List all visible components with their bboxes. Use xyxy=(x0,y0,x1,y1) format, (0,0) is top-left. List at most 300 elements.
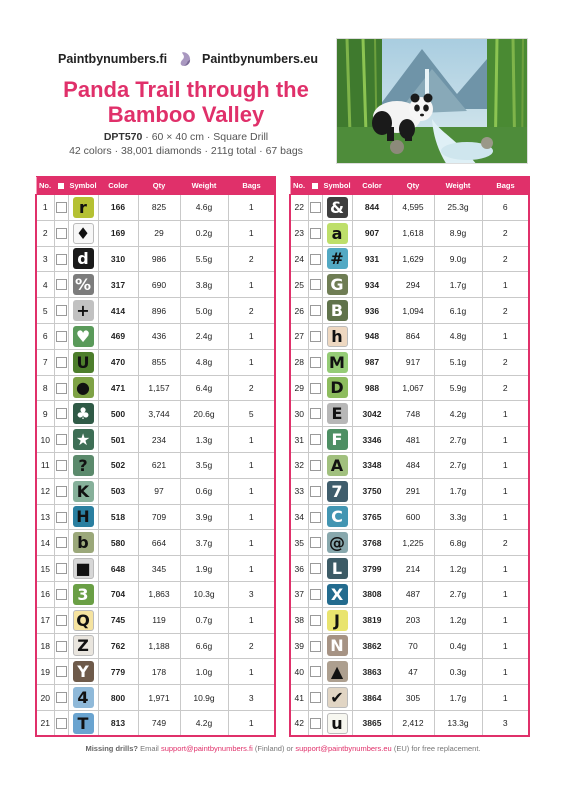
row-number: 6 xyxy=(36,323,54,349)
row-checkbox[interactable] xyxy=(56,486,67,497)
support-email-eu-link[interactable]: support@paintbynumbers.eu xyxy=(295,744,392,753)
row-check-cell[interactable] xyxy=(308,401,322,427)
symbol-swatch-icon: a xyxy=(327,223,348,244)
symbol-cell xyxy=(322,556,352,582)
weight-value: 8.9g xyxy=(434,220,482,246)
row-checkbox[interactable] xyxy=(56,718,67,729)
row-number: 26 xyxy=(290,298,308,324)
bags-value: 1 xyxy=(482,272,529,298)
bags-value: 2 xyxy=(482,298,529,324)
color-legend-table-right xyxy=(289,176,530,737)
table-row xyxy=(36,452,275,478)
table-row xyxy=(290,272,529,298)
table-row xyxy=(36,633,275,659)
table-row xyxy=(36,246,275,272)
bags-value: 1 xyxy=(482,633,529,659)
color-code: 813 xyxy=(98,710,138,736)
row-check-cell[interactable] xyxy=(54,349,68,375)
symbol-swatch-icon: 4 xyxy=(73,687,94,708)
weight-value: 10.3g xyxy=(180,581,228,607)
row-check-cell[interactable] xyxy=(54,220,68,246)
table-row xyxy=(290,710,529,736)
row-check-cell[interactable] xyxy=(54,607,68,633)
bags-value: 1 xyxy=(228,710,275,736)
row-check-cell[interactable] xyxy=(308,323,322,349)
weight-value: 4.8g xyxy=(180,349,228,375)
symbol-swatch-icon: ✔ xyxy=(327,687,348,708)
qty-value: 294 xyxy=(392,272,434,298)
title-line-1: Panda Trail through the xyxy=(63,77,309,102)
weight-value: 1.2g xyxy=(434,607,482,633)
table-row xyxy=(36,504,275,530)
color-code: 3348 xyxy=(352,452,392,478)
symbol-swatch-icon: U xyxy=(73,352,94,373)
qty-value: 1,188 xyxy=(138,633,180,659)
row-checkbox[interactable] xyxy=(56,641,67,652)
symbol-cell xyxy=(68,349,98,375)
row-checkbox[interactable] xyxy=(56,537,67,548)
bags-value: 1 xyxy=(482,478,529,504)
row-number: 17 xyxy=(36,607,54,633)
color-code: 934 xyxy=(352,272,392,298)
bags-value: 2 xyxy=(482,530,529,556)
row-checkbox[interactable] xyxy=(310,434,321,445)
footer-text-1: Email xyxy=(140,744,159,753)
symbol-cell xyxy=(322,685,352,711)
table-row xyxy=(290,246,529,272)
color-code: 988 xyxy=(352,375,392,401)
row-number: 3 xyxy=(36,246,54,272)
row-checkbox[interactable] xyxy=(56,228,67,239)
row-checkbox[interactable] xyxy=(56,589,67,600)
qty-value: 621 xyxy=(138,452,180,478)
row-check-cell[interactable] xyxy=(54,401,68,427)
support-email-fi-link[interactable]: support@paintbynumbers.fi xyxy=(160,744,253,753)
header-bags: Bags xyxy=(228,177,275,195)
row-check-cell[interactable] xyxy=(54,556,68,582)
row-number: 11 xyxy=(36,452,54,478)
qty-value: 600 xyxy=(392,504,434,530)
row-checkbox[interactable] xyxy=(310,383,321,394)
row-check-cell[interactable] xyxy=(54,272,68,298)
weight-value: 0.7g xyxy=(180,607,228,633)
symbol-cell xyxy=(322,246,352,272)
symbol-cell xyxy=(322,633,352,659)
row-checkbox[interactable] xyxy=(56,279,67,290)
symbol-cell xyxy=(322,607,352,633)
row-check-cell[interactable] xyxy=(308,195,322,221)
qty-value: 487 xyxy=(392,581,434,607)
row-checkbox[interactable] xyxy=(56,434,67,445)
row-checkbox[interactable] xyxy=(310,563,321,574)
row-checkbox[interactable] xyxy=(56,254,67,265)
bags-value: 2 xyxy=(482,349,529,375)
row-checkbox[interactable] xyxy=(310,641,321,652)
row-number: 27 xyxy=(290,323,308,349)
weight-value: 4.2g xyxy=(434,401,482,427)
row-checkbox[interactable] xyxy=(310,305,321,316)
symbol-cell xyxy=(322,220,352,246)
table-row xyxy=(290,195,529,221)
row-check-cell[interactable] xyxy=(54,478,68,504)
symbol-swatch-icon: D xyxy=(327,377,348,398)
color-code: 800 xyxy=(98,685,138,711)
row-check-cell[interactable] xyxy=(54,427,68,453)
row-check-cell[interactable] xyxy=(308,478,322,504)
color-code: 503 xyxy=(98,478,138,504)
brand-name-eu: Paintbynumbers.eu xyxy=(202,52,318,66)
symbol-cell xyxy=(322,272,352,298)
symbol-swatch-icon: H xyxy=(73,506,94,527)
symbol-cell xyxy=(68,375,98,401)
qty-value: 917 xyxy=(392,349,434,375)
bags-value: 1 xyxy=(482,581,529,607)
table-row xyxy=(290,685,529,711)
bags-value: 1 xyxy=(228,427,275,453)
row-checkbox[interactable] xyxy=(310,254,321,265)
row-check-cell[interactable] xyxy=(54,530,68,556)
color-code: 3819 xyxy=(352,607,392,633)
qty-value: 1,971 xyxy=(138,685,180,711)
color-code: 518 xyxy=(98,504,138,530)
symbol-swatch-icon: J xyxy=(327,610,348,631)
table-row xyxy=(36,401,275,427)
weight-value: 1.0g xyxy=(180,659,228,685)
symbol-swatch-icon: d xyxy=(73,248,94,269)
table-row xyxy=(290,633,529,659)
header-weight: Weight xyxy=(180,177,228,195)
row-check-cell[interactable] xyxy=(54,375,68,401)
table-row xyxy=(36,195,275,221)
table-row xyxy=(36,659,275,685)
row-checkbox[interactable] xyxy=(310,692,321,703)
symbol-swatch-icon: E xyxy=(327,403,348,424)
weight-value: 3.3g xyxy=(434,504,482,530)
row-checkbox[interactable] xyxy=(56,563,67,574)
symbol-cell xyxy=(68,323,98,349)
table-row xyxy=(36,298,275,324)
symbol-cell xyxy=(68,478,98,504)
symbol-swatch-icon: % xyxy=(73,274,94,295)
row-check-cell[interactable] xyxy=(54,659,68,685)
weight-value: 2.4g xyxy=(180,323,228,349)
row-checkbox[interactable] xyxy=(310,666,321,677)
row-check-cell[interactable] xyxy=(54,323,68,349)
symbol-cell xyxy=(322,401,352,427)
row-checkbox[interactable] xyxy=(310,589,321,600)
row-checkbox[interactable] xyxy=(56,692,67,703)
row-check-cell[interactable] xyxy=(308,504,322,530)
symbol-cell xyxy=(68,633,98,659)
row-check-cell[interactable] xyxy=(308,633,322,659)
row-check-cell[interactable] xyxy=(308,685,322,711)
color-code: 3799 xyxy=(352,556,392,582)
qty-value: 119 xyxy=(138,607,180,633)
bags-value: 1 xyxy=(228,195,275,221)
weight-value: 0.4g xyxy=(434,633,482,659)
weight-value: 3.9g xyxy=(180,504,228,530)
row-check-cell[interactable] xyxy=(54,633,68,659)
weight-value: 0.6g xyxy=(180,478,228,504)
symbol-swatch-icon: Q xyxy=(73,610,94,631)
table-row xyxy=(290,530,529,556)
header-color: Color xyxy=(352,177,392,195)
color-code: 844 xyxy=(352,195,392,221)
table-row xyxy=(290,556,529,582)
color-code: 3346 xyxy=(352,427,392,453)
row-checkbox[interactable] xyxy=(310,202,321,213)
row-check-cell[interactable] xyxy=(308,659,322,685)
footer-text-2: (Finland) or xyxy=(254,744,294,753)
row-checkbox[interactable] xyxy=(310,331,321,342)
symbol-swatch-icon: K xyxy=(73,481,94,502)
weight-value: 4.6g xyxy=(180,195,228,221)
table-row xyxy=(36,710,275,736)
bags-value: 1 xyxy=(482,504,529,530)
color-code: 762 xyxy=(98,633,138,659)
symbol-cell xyxy=(68,452,98,478)
row-check-cell[interactable] xyxy=(308,298,322,324)
color-code: 648 xyxy=(98,556,138,582)
header-color: Color xyxy=(98,177,138,195)
row-check-cell[interactable] xyxy=(308,556,322,582)
weight-value: 4.8g xyxy=(434,323,482,349)
row-check-cell[interactable] xyxy=(308,349,322,375)
row-number: 33 xyxy=(290,478,308,504)
table-row xyxy=(36,607,275,633)
symbol-cell xyxy=(322,195,352,221)
color-code: 310 xyxy=(98,246,138,272)
symbol-swatch-icon: ♣ xyxy=(73,403,94,424)
header-bags: Bags xyxy=(482,177,529,195)
bags-value: 1 xyxy=(228,478,275,504)
row-checkbox[interactable] xyxy=(56,615,67,626)
row-check-cell[interactable] xyxy=(54,710,68,736)
row-checkbox[interactable] xyxy=(56,460,67,471)
product-spec-line xyxy=(46,131,326,143)
row-check-cell[interactable] xyxy=(308,246,322,272)
row-number: 29 xyxy=(290,375,308,401)
color-code: 745 xyxy=(98,607,138,633)
header-qty: Qty xyxy=(138,177,180,195)
row-number: 20 xyxy=(36,685,54,711)
header-checkbox-icon xyxy=(312,183,318,189)
color-code: 470 xyxy=(98,349,138,375)
table-row xyxy=(290,504,529,530)
row-checkbox[interactable] xyxy=(310,615,321,626)
row-check-cell[interactable] xyxy=(54,685,68,711)
row-check-cell[interactable] xyxy=(308,375,322,401)
qty-value: 484 xyxy=(392,452,434,478)
row-number: 34 xyxy=(290,504,308,530)
header-check xyxy=(308,177,322,195)
weight-value: 9.0g xyxy=(434,246,482,272)
table-header-row xyxy=(36,177,275,195)
symbol-cell xyxy=(322,504,352,530)
symbol-cell xyxy=(68,556,98,582)
row-checkbox[interactable] xyxy=(56,305,67,316)
qty-value: 70 xyxy=(392,633,434,659)
symbol-cell xyxy=(68,401,98,427)
row-checkbox[interactable] xyxy=(310,537,321,548)
row-number: 16 xyxy=(36,581,54,607)
weight-value: 1.9g xyxy=(180,556,228,582)
row-checkbox[interactable] xyxy=(310,512,321,523)
table-row xyxy=(36,478,275,504)
product-size: · 60 × 40 cm · Square Drill xyxy=(145,131,269,143)
header-no: No. xyxy=(290,177,308,195)
row-checkbox[interactable] xyxy=(310,279,321,290)
footer-lead: Missing drills? xyxy=(85,744,138,753)
qty-value: 214 xyxy=(392,556,434,582)
row-checkbox[interactable] xyxy=(56,357,67,368)
qty-value: 305 xyxy=(392,685,434,711)
symbol-swatch-icon: & xyxy=(327,197,348,218)
qty-value: 855 xyxy=(138,349,180,375)
color-code: 948 xyxy=(352,323,392,349)
symbol-swatch-icon: L xyxy=(327,558,348,579)
symbol-cell xyxy=(322,298,352,324)
row-number: 25 xyxy=(290,272,308,298)
qty-value: 29 xyxy=(138,220,180,246)
row-checkbox[interactable] xyxy=(56,331,67,342)
row-checkbox[interactable] xyxy=(56,666,67,677)
bags-value: 1 xyxy=(482,401,529,427)
row-check-cell[interactable] xyxy=(308,427,322,453)
table-row xyxy=(36,349,275,375)
bags-value: 1 xyxy=(228,530,275,556)
row-checkbox[interactable] xyxy=(56,202,67,213)
symbol-cell xyxy=(68,246,98,272)
bags-value: 3 xyxy=(228,685,275,711)
color-code: 3865 xyxy=(352,710,392,736)
color-code: 471 xyxy=(98,375,138,401)
product-stats-line: 42 colors · 38,001 diamonds · 211g total · 67 bags xyxy=(69,145,303,157)
table-header-row xyxy=(290,177,529,195)
table-row xyxy=(290,323,529,349)
row-check-cell[interactable] xyxy=(308,607,322,633)
symbol-swatch-icon: Y xyxy=(73,661,94,682)
qty-value: 436 xyxy=(138,323,180,349)
bags-value: 5 xyxy=(228,401,275,427)
row-check-cell[interactable] xyxy=(54,452,68,478)
qty-value: 896 xyxy=(138,298,180,324)
row-check-cell[interactable] xyxy=(54,195,68,221)
row-check-cell[interactable] xyxy=(308,452,322,478)
row-checkbox[interactable] xyxy=(310,486,321,497)
row-number: 41 xyxy=(290,685,308,711)
weight-value: 25.3g xyxy=(434,195,482,221)
bags-value: 3 xyxy=(228,581,275,607)
row-check-cell[interactable] xyxy=(54,298,68,324)
row-checkbox[interactable] xyxy=(310,460,321,471)
row-check-cell[interactable] xyxy=(54,246,68,272)
qty-value: 748 xyxy=(392,401,434,427)
symbol-swatch-icon: 7 xyxy=(327,481,348,502)
symbol-swatch-icon: M xyxy=(327,352,348,373)
color-code: 169 xyxy=(98,220,138,246)
symbol-cell xyxy=(322,427,352,453)
color-code: 3864 xyxy=(352,685,392,711)
weight-value: 3.7g xyxy=(180,530,228,556)
color-code: 931 xyxy=(352,246,392,272)
symbol-cell xyxy=(322,530,352,556)
bags-value: 2 xyxy=(228,375,275,401)
row-check-cell[interactable] xyxy=(308,220,322,246)
color-code: 469 xyxy=(98,323,138,349)
bags-value: 2 xyxy=(228,633,275,659)
row-check-cell[interactable] xyxy=(308,581,322,607)
symbol-swatch-icon: B xyxy=(327,300,348,321)
row-checkbox[interactable] xyxy=(310,357,321,368)
row-number: 10 xyxy=(36,427,54,453)
bags-value: 1 xyxy=(482,659,529,685)
row-check-cell[interactable] xyxy=(308,272,322,298)
row-number: 23 xyxy=(290,220,308,246)
row-check-cell[interactable] xyxy=(54,504,68,530)
row-checkbox[interactable] xyxy=(56,383,67,394)
page-title xyxy=(46,77,326,127)
qty-value: 1,067 xyxy=(392,375,434,401)
qty-value: 1,157 xyxy=(138,375,180,401)
row-number: 28 xyxy=(290,349,308,375)
row-checkbox[interactable] xyxy=(56,408,67,419)
symbol-cell xyxy=(68,272,98,298)
symbol-swatch-icon: F xyxy=(327,429,348,450)
color-code: 500 xyxy=(98,401,138,427)
row-number: 14 xyxy=(36,530,54,556)
qty-value: 234 xyxy=(138,427,180,453)
color-code: 317 xyxy=(98,272,138,298)
qty-value: 291 xyxy=(392,478,434,504)
color-code: 779 xyxy=(98,659,138,685)
color-legend-table-left xyxy=(35,176,276,737)
symbol-cell xyxy=(322,478,352,504)
table-row xyxy=(290,581,529,607)
row-check-cell[interactable] xyxy=(308,710,322,736)
row-number: 4 xyxy=(36,272,54,298)
footer-text-3: (EU) for free replacement. xyxy=(393,744,481,753)
weight-value: 6.1g xyxy=(434,298,482,324)
bags-value: 1 xyxy=(482,607,529,633)
weight-value: 2.7g xyxy=(434,427,482,453)
table-row xyxy=(36,685,275,711)
qty-value: 690 xyxy=(138,272,180,298)
row-number: 9 xyxy=(36,401,54,427)
row-number: 22 xyxy=(290,195,308,221)
row-checkbox[interactable] xyxy=(310,408,321,419)
symbol-cell xyxy=(322,452,352,478)
row-checkbox[interactable] xyxy=(56,512,67,523)
header-symbol: Symbol xyxy=(68,177,98,195)
symbol-swatch-icon: X xyxy=(327,584,348,605)
row-number: 18 xyxy=(36,633,54,659)
bags-value: 2 xyxy=(482,246,529,272)
weight-value: 5.9g xyxy=(434,375,482,401)
symbol-swatch-icon: @ xyxy=(327,532,348,553)
bags-value: 2 xyxy=(482,220,529,246)
bags-value: 1 xyxy=(228,349,275,375)
color-code: 166 xyxy=(98,195,138,221)
row-checkbox[interactable] xyxy=(310,718,321,729)
row-checkbox[interactable] xyxy=(310,228,321,239)
row-check-cell[interactable] xyxy=(54,581,68,607)
table-row xyxy=(290,659,529,685)
weight-value: 1.3g xyxy=(180,427,228,453)
table-row xyxy=(36,375,275,401)
bags-value: 1 xyxy=(228,452,275,478)
row-check-cell[interactable] xyxy=(308,530,322,556)
